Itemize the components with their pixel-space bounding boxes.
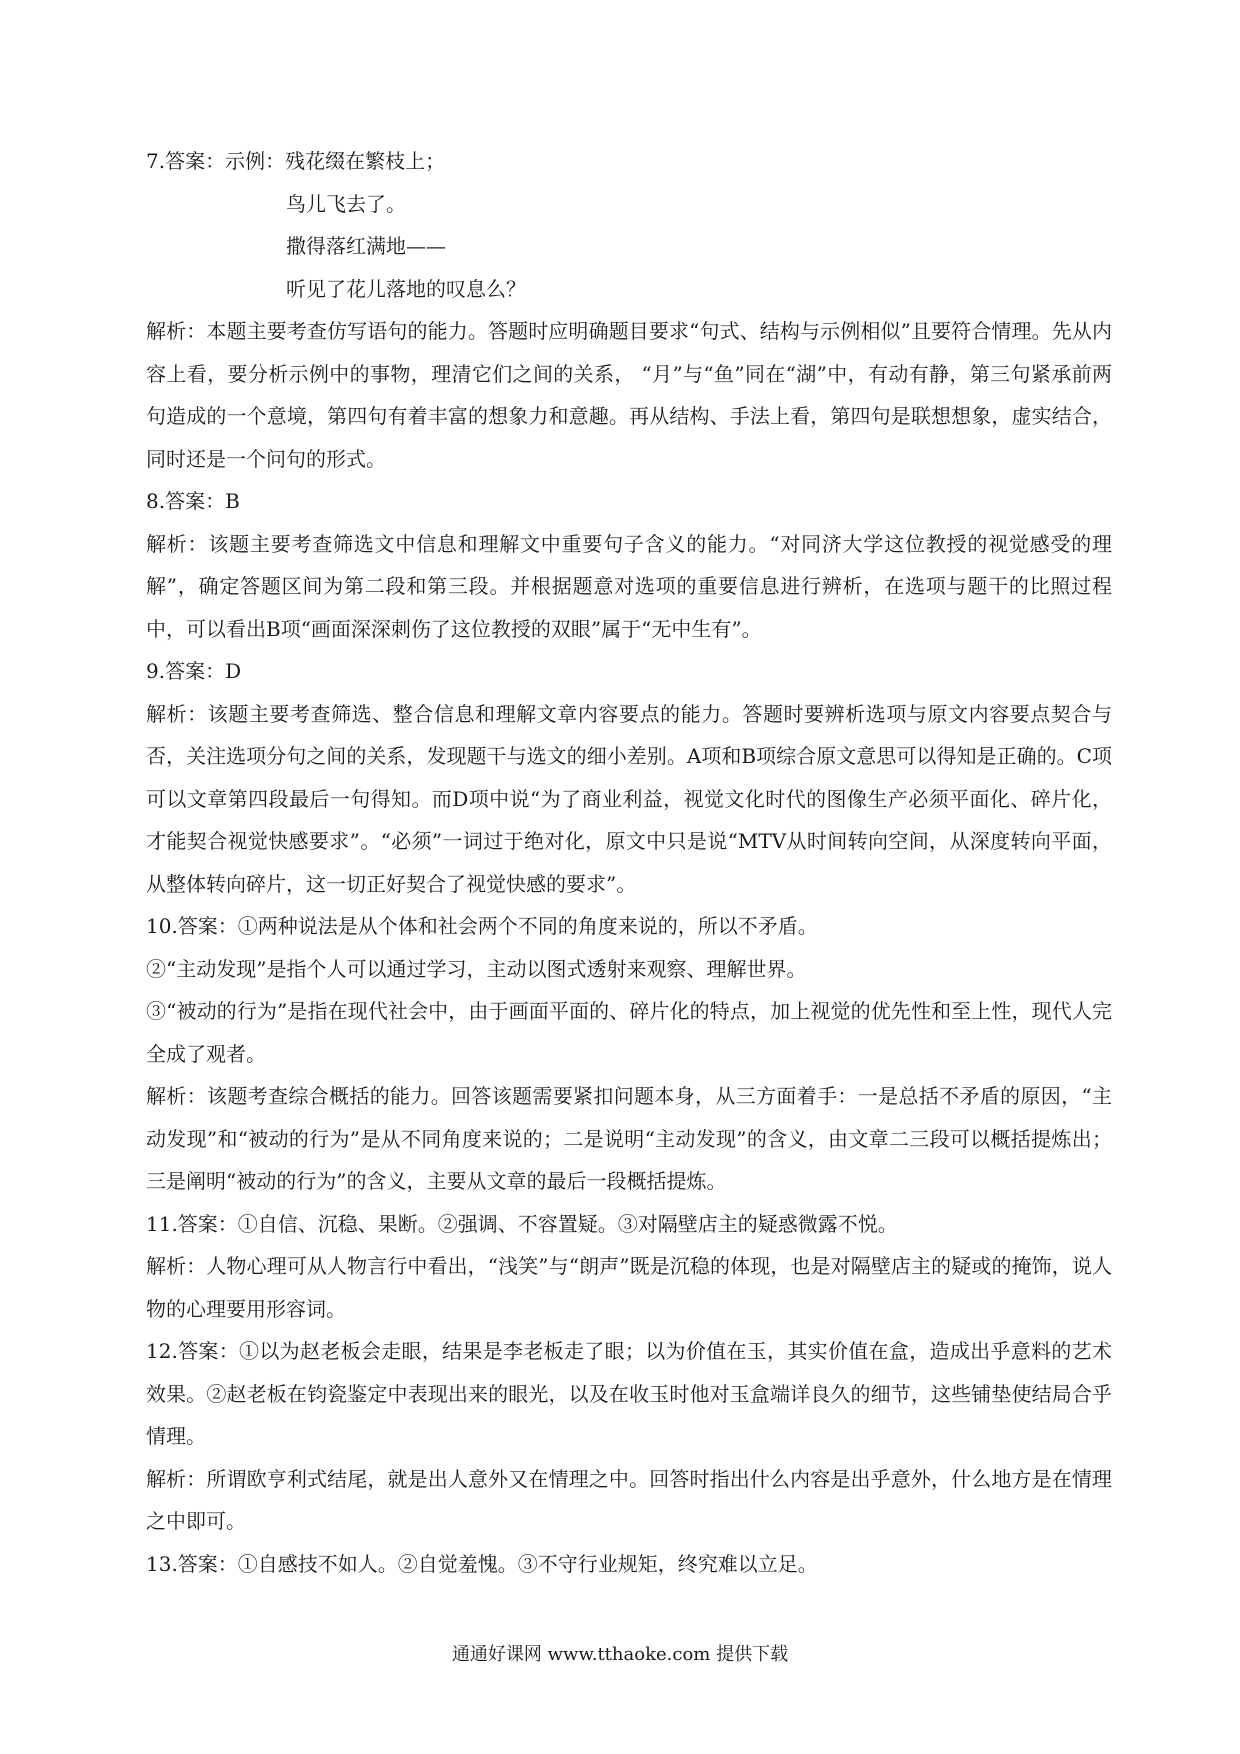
q7-poem-line-3: 听见了花儿落地的叹息么？ [286, 276, 526, 301]
q10-analysis: 解析：该题考查综合概括的能力。回答该题需要紧扣问题本身，从三方面着手：一是总括不矛盾的原因，“主动发现”和“被动的行为”是从不同角度来说的；二是说明“主动发现”的含义，由文章二三段可以概括提炼出；三是阐明“被动的行为”的含义，主要从文章的最后一段概括提炼。 [146, 1084, 1112, 1193]
q10-point-2: ②“主动发现”是指个人可以通过学习，主动以图式透射来观察、理解世界。 [146, 956, 807, 981]
q11-analysis: 解析：人物心理可从人物言行中看出，“浅笑”与“朗声”既是沉稳的体现，也是对隔壁店主的疑或的掩饰，说人物的心理要用形容词。 [146, 1254, 1112, 1321]
q12-answer: 12.答案：①以为赵老板会走眼，结果是李老板走了眼；以为价值在玉，其实价值在盒，造成出乎意料的艺术效果。②赵老板在钧瓷鉴定中表现出来的眼光，以及在收玉时他对玉盒端详良久的细节，这些铺垫使结局合乎情理。 [146, 1339, 1112, 1448]
answer-document [146, 140, 1112, 1585]
q9-answer: 9.答案：D [146, 659, 242, 683]
q7-answer: 7.答案：示例：残花缀在繁枝上； [146, 149, 446, 173]
q8-analysis: 解析：该题主要考查筛选文中信息和理解文中重要句子含义的能力。“对同济大学这位教授的视觉感受的理解”，确定答题区间为第二段和第三段。并根据题意对选项的重要信息进行辨析，在选项与题干的比照过程中，可以看出B项“画面深深刺伤了这位教授的双眼”属于“无中生有”。 [146, 531, 1112, 641]
q10-point-3: ③“被动的行为”是指在现代社会中，由于画面平面的、碎片化的特点，加上视觉的优先性和至上性，现代人完全成了观者。 [146, 999, 1112, 1066]
q10-answer: 10.答案：①两种说法是从个体和社会两个不同的角度来说的，所以不矛盾。 [146, 914, 818, 938]
q7-poem-line-1: 鸟儿飞去了。 [286, 191, 406, 216]
q8-answer: 8.答案：B [146, 489, 240, 513]
q11-answer: 11.答案：①自信、沉稳、果断。②强调、不容置疑。③对隔壁店主的疑惑微露不悦。 [146, 1211, 898, 1236]
page-footer: 通通好课网 www.tthaoke.com 提供下载 [451, 1644, 789, 1665]
q13-answer: 13.答案：①自感技不如人。②自觉羞愧。③不守行业规矩，终究难以立足。 [146, 1551, 818, 1576]
q7-poem-line-2: 撒得落红满地—— [286, 234, 446, 258]
q12-analysis: 解析：所谓欧亨利式结尾，就是出人意外又在情理之中。回答时指出什么内容是出乎意外，什么地方是在情理之中即可。 [146, 1466, 1112, 1533]
q7-analysis: 解析：本题主要考查仿写语句的能力。答题时应明确题目要求“句式、结构与示例相似”且要符合情理。先从内容上看，要分析示例中的事物，理清它们之间的关系， “月”与“鱼”同在“湖”中，有动有静，第三句紧承前两句造成的一个意境，第四句有着丰富的想象力和意趣。再从结构、手法上看，第四句是联想想象，虚实结合，同时还是一个问句的形式。 [146, 319, 1112, 471]
q9-analysis: 解析：该题主要考查筛选、整合信息和理解文章内容要点的能力。答题时要辨析选项与原文内容要点契合与否，关注选项分句之间的关系，发现题干与选文的细小差别。A项和B项综合原文意思可以得知是正确的。C项可以文章第四段最后一句得知。而D项中说“为了商业利益，视觉文化时代的图像生产必须平面化、碎片化，才能契合视觉快感要求”。“必须”一词过于绝对化，原文中只是说“MTV从时间转向空间，从深度转向平面，从整体转向碎片，这一切正好契合了视觉快感的要求”。 [146, 701, 1112, 896]
